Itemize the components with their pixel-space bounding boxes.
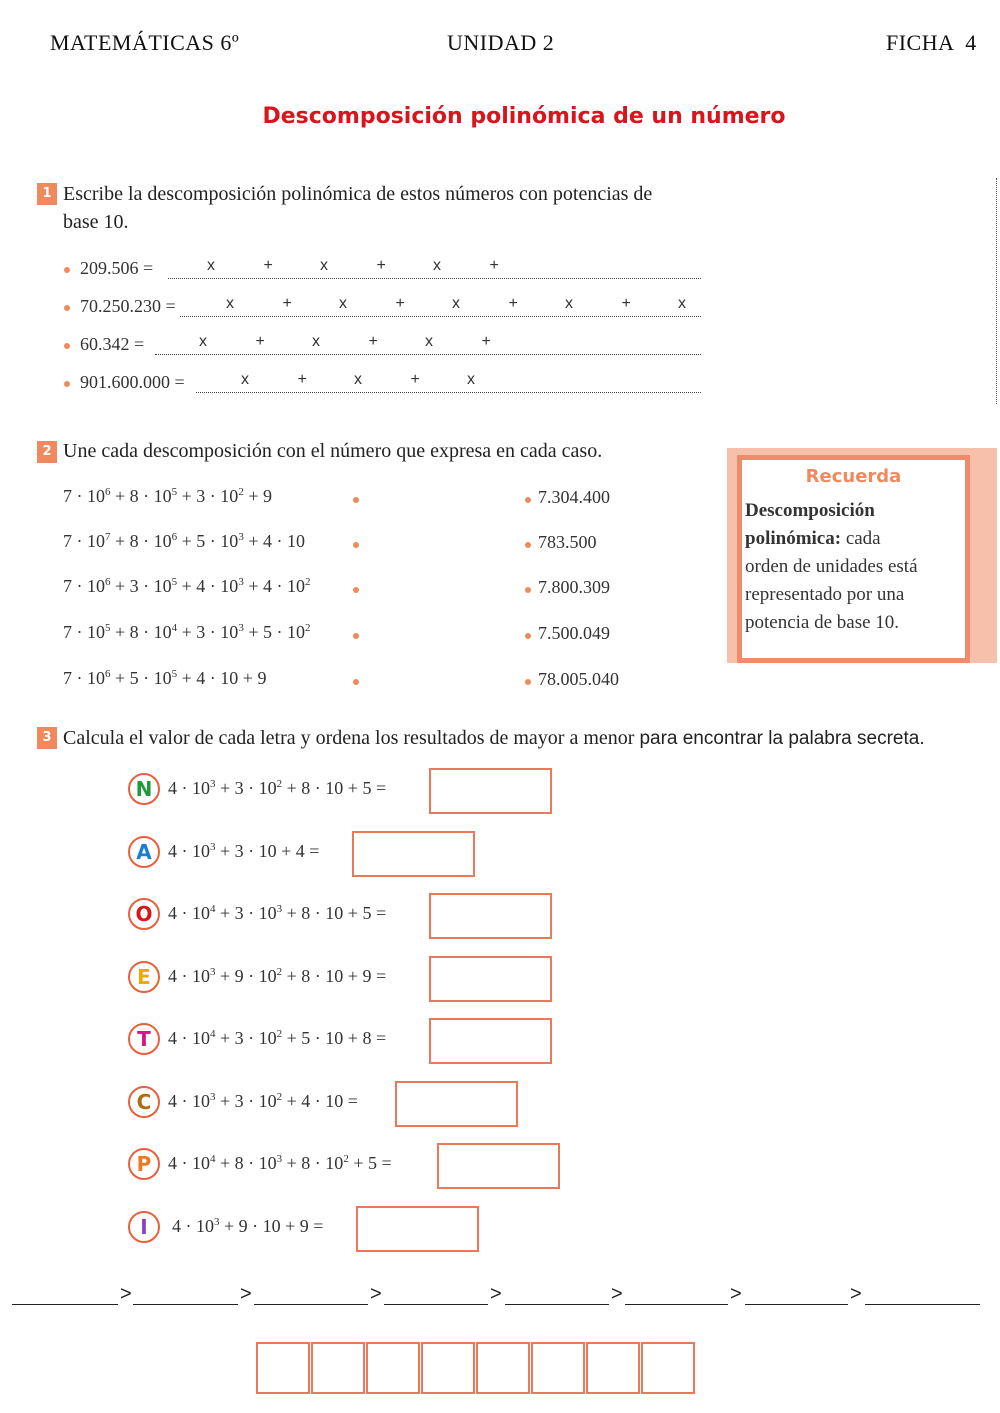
exercise-1-statement-line1: Escribe la descomposición polinómica de estos números con potencias de [63,183,653,205]
ex2-decomposition-text: 7 · 10 [63,486,105,506]
recuerda-line-5: potencia de base 10. [745,612,900,633]
letter-expression-exponent: 2 [276,778,283,790]
ex1-mark: + [282,295,292,312]
ex1-mark: + [410,371,420,388]
ex2-left-dot[interactable] [353,542,359,548]
letter-expression-exponent: 3 [276,1153,283,1165]
exercise-3-badge: 3 [37,727,57,749]
letter-expression-text: 4 · 10 [168,778,210,798]
ex2-decomposition-text: + 5 · 10 [110,668,172,688]
ex1-mark: + [263,257,273,274]
ex2-right-dot[interactable] [525,497,531,503]
greater-than-sign: > [611,1283,623,1305]
ex1-mark: + [621,295,631,312]
letter-a-circle: A [128,836,160,868]
letter-e-circle: E [128,961,160,993]
order-blank[interactable] [625,1303,728,1305]
ex2-decomposition-text: + 5 · 10 [243,622,305,642]
ex2-decomposition [63,622,310,643]
ex1-number-label: 901.600.000 = [80,372,185,392]
exercise-1-statement-line2: base 10. [63,211,129,233]
ex1-bullet [64,343,70,349]
letter-expression [168,1091,358,1112]
ex2-decomposition-exponent: 6 [171,531,178,543]
ex2-decomposition-text: + 4 · 10 [243,531,305,551]
ex2-decomposition-exponent: 2 [304,622,311,634]
ex1-number-label: 60.342 = [80,334,145,354]
letter-expression-exponent: 2 [343,1153,349,1165]
ex2-number: 783.500 [538,532,597,552]
letter-expression-exponent: 3 [210,778,216,790]
ex1-mark: x [312,333,320,350]
ex2-decomposition-text: + 8 · 10 [110,531,172,551]
letter-expression-text: 4 · 10 [168,841,210,861]
ex2-number: 7.304.400 [538,487,610,507]
letter-expression-text: 4 · 10 [168,1091,210,1111]
ex1-mark: x [199,333,207,350]
ex1-mark: x [339,295,347,312]
ex1-bullet [64,381,70,387]
ex2-right-dot[interactable] [525,633,531,639]
answer-box[interactable] [352,831,475,877]
greater-than-sign: > [490,1283,502,1305]
exercise-1-badge: 1 [37,183,57,205]
letter-expression-text: 4 · 10 [172,1216,214,1236]
subject-label: MATEMÁTICAS 6º [50,30,240,55]
letter-expression-text: + 5 · 10 + 8 = [282,1028,387,1048]
ex2-decomposition-text: + 3 · 10 [110,576,172,596]
exercise-2-statement: Une cada descomposición con el número que expresa en cada caso. [63,440,603,462]
answer-box[interactable] [429,1018,552,1064]
secret-word-cell[interactable] [311,1342,365,1394]
letter-expression-text: + 5 = [348,1153,392,1173]
answer-box[interactable] [437,1143,560,1189]
ex2-decomposition-text: + 8 · 10 [110,622,172,642]
letter-expression [168,778,386,799]
page-title: Descomposición polinómica de un número [262,104,786,129]
ex2-decomposition-text: 7 · 10 [63,531,105,551]
recuerda-bold-term: polinómica: [745,528,842,549]
greater-than-sign: > [730,1283,742,1305]
letter-expression-text: + 9 · 10 [215,966,277,986]
ex2-number: 7.500.049 [538,623,610,643]
order-blank[interactable] [384,1303,488,1305]
answer-box[interactable] [429,893,552,939]
letter-o-circle: O [128,898,160,930]
ex1-mark: x [433,257,441,274]
secret-word-cell[interactable] [531,1342,585,1394]
greater-than-sign: > [370,1283,382,1305]
secret-word-cell[interactable] [366,1342,420,1394]
ex1-mark: x [425,333,433,350]
ex2-decomposition-text: + 8 · 10 [110,486,172,506]
ex2-decomposition-exponent: 6 [105,486,111,498]
letter-expression [168,903,386,924]
ex2-decomposition-exponent: 7 [105,531,111,543]
ex2-decomposition-text: + 3 · 10 [177,486,239,506]
ex2-decomposition [63,486,272,507]
ex2-left-dot[interactable] [353,587,359,593]
letter-expression-text: + 3 · 10 [215,778,277,798]
order-blank[interactable] [254,1303,368,1305]
ex1-mark: x [452,295,460,312]
letter-expression-text: + 8 · 10 + 5 = [282,903,387,923]
order-blank[interactable] [745,1303,848,1305]
secret-word-cell[interactable] [256,1342,310,1394]
letter-expression-exponent: 3 [214,1216,220,1228]
ex2-decomposition-exponent: 4 [171,622,178,634]
ex2-decomposition-text: 7 · 10 [63,622,105,642]
ex1-mark: + [376,257,386,274]
letter-expression-text: 4 · 10 [168,966,210,986]
letter-expression-exponent: 4 [210,903,216,915]
letter-expression-exponent: 4 [210,1153,216,1165]
order-blank[interactable] [12,1303,118,1305]
letter-expression-exponent: 3 [210,841,216,853]
ex2-left-dot[interactable] [353,633,359,639]
ex1-mark: x [678,295,686,312]
secret-word-cell[interactable] [476,1342,530,1394]
ex1-mark: x [207,257,215,274]
ex1-mark: + [255,333,265,350]
ex2-decomposition-text: + 3 · 10 [177,622,239,642]
letter-expression-text: 4 · 10 [168,903,210,923]
ex2-decomposition-exponent: 5 [105,622,111,634]
letter-p-circle: P [128,1148,160,1180]
recuerda-line-2 [745,525,881,553]
ex1-answer-line[interactable] [196,378,701,393]
ex2-decomposition [63,531,305,552]
ex1-mark: x [565,295,573,312]
letter-expression-text: + 8 · 10 + 9 = [282,966,387,986]
ex2-decomposition-text: 7 · 10 [63,576,105,596]
exercise-3-statement [63,724,925,753]
letter-expression-exponent: 3 [276,903,283,915]
ex2-decomposition-exponent: 5 [171,486,178,498]
ex2-right-dot[interactable] [525,587,531,593]
answer-box[interactable] [429,956,552,1002]
letter-expression-text: + 8 · 10 [282,1153,344,1173]
recuerda-line-3: orden de unidades está [745,556,918,577]
greater-than-sign: > [240,1283,252,1305]
ex2-decomposition-exponent: 3 [238,576,244,588]
ex1-mark: x [467,371,475,388]
ex2-left-dot[interactable] [353,497,359,503]
letter-expression-text: + 9 · 10 + 9 = [219,1216,324,1236]
letter-expression-exponent: 2 [276,1091,283,1103]
recuerda-line-1: Descomposición [745,500,875,521]
exercise-3-statement-a: Calcula el valor de cada letra y ordena los resultados de mayor a menor [63,727,635,749]
ex1-mark: + [481,333,491,350]
ex2-decomposition-text: + 4 · 10 [177,576,239,596]
letter-expression-text: + 4 · 10 = [282,1091,358,1111]
ex2-decomposition-text: + 5 · 10 [177,531,239,551]
letter-expression-text: + 3 · 10 + 4 = [215,841,320,861]
ex1-mark: x [354,371,362,388]
letter-expression-text: + 3 · 10 [215,903,277,923]
letter-expression-exponent: 4 [210,1028,216,1040]
letter-t-circle: T [128,1023,160,1055]
recuerda-line-2-rest: cada [841,528,881,549]
ex1-mark: + [368,333,378,350]
order-blank[interactable] [865,1303,980,1305]
exercise-2-badge: 2 [37,441,57,463]
answer-box[interactable] [356,1206,479,1252]
ex2-decomposition-text: + 9 [243,486,272,506]
letter-i-circle: I [128,1211,160,1243]
ex2-decomposition [63,668,266,689]
recuerda-line-4: representado por una [745,584,905,605]
letter-expression-text: 4 · 10 [168,1028,210,1048]
unit-label: UNIDAD 2 [447,30,555,55]
letter-expression-text: 4 · 10 [168,1153,210,1173]
greater-than-sign: > [120,1283,132,1305]
ex2-decomposition-exponent: 2 [238,486,244,498]
order-blank[interactable] [505,1303,609,1305]
ex1-mark: x [320,257,328,274]
letter-expression-text: + 8 · 10 + 5 = [282,778,387,798]
letter-expression [172,1216,323,1237]
ex1-mark: x [241,371,249,388]
secret-word-cell[interactable] [586,1342,640,1394]
ex2-decomposition-text: 7 · 10 [63,668,105,688]
letter-c-circle: C [128,1086,160,1118]
ex2-number: 78.005.040 [538,669,619,689]
ex2-decomposition-exponent: 3 [238,622,244,634]
letter-expression-exponent: 3 [210,1091,216,1103]
exercise-3-statement-b: para encontrar la palabra secreta. [639,728,925,749]
ex2-decomposition [63,576,310,597]
secret-word-cell[interactable] [641,1342,695,1394]
letter-expression-text: + 8 · 10 [215,1153,277,1173]
letter-expression-text: + 3 · 10 [215,1028,277,1048]
answer-box[interactable] [395,1081,518,1127]
secret-word-cell[interactable] [421,1342,475,1394]
ex1-number-label: 209.506 = [80,258,154,278]
ex2-decomposition-exponent: 6 [105,576,111,588]
answer-box[interactable] [429,768,552,814]
ex1-bullet [64,267,70,273]
ex2-number: 7.800.309 [538,577,610,597]
ex2-right-dot[interactable] [525,542,531,548]
letter-expression-exponent: 2 [276,1028,283,1040]
ex1-mark: x [226,295,234,312]
letter-expression-exponent: 3 [210,966,216,978]
ex1-mark: + [395,295,405,312]
letter-expression-text: + 3 · 10 [215,1091,277,1111]
ex2-decomposition-exponent: 6 [105,668,111,680]
ex2-decomposition-exponent: 5 [171,576,178,588]
greater-than-sign: > [850,1283,862,1305]
letter-n-circle: N [128,773,160,805]
ex2-decomposition-text: + 4 · 10 + 9 [177,668,267,688]
order-blank[interactable] [133,1303,238,1305]
ex1-number-label: 70.250.230 = [80,296,176,316]
ex2-left-dot[interactable] [353,679,359,685]
letter-expression [168,1153,392,1174]
sheet-label: FICHA 4 [886,30,977,55]
ex2-right-dot[interactable] [525,679,531,685]
recuerda-title: Recuerda [805,466,902,487]
letter-expression-exponent: 2 [276,966,283,978]
letter-expression [168,1028,386,1049]
ex2-decomposition-exponent: 3 [238,531,244,543]
ex2-decomposition-exponent: 5 [171,668,178,680]
letter-expression [168,841,319,862]
ex1-bullet [64,305,70,311]
margin-dotted-line [996,178,997,404]
letter-expression [168,966,386,987]
ex1-mark: + [297,371,307,388]
ex1-mark: + [508,295,518,312]
ex2-decomposition-exponent: 2 [304,576,311,588]
ex2-decomposition-text: + 4 · 10 [243,576,305,596]
ex1-mark: + [489,257,499,274]
